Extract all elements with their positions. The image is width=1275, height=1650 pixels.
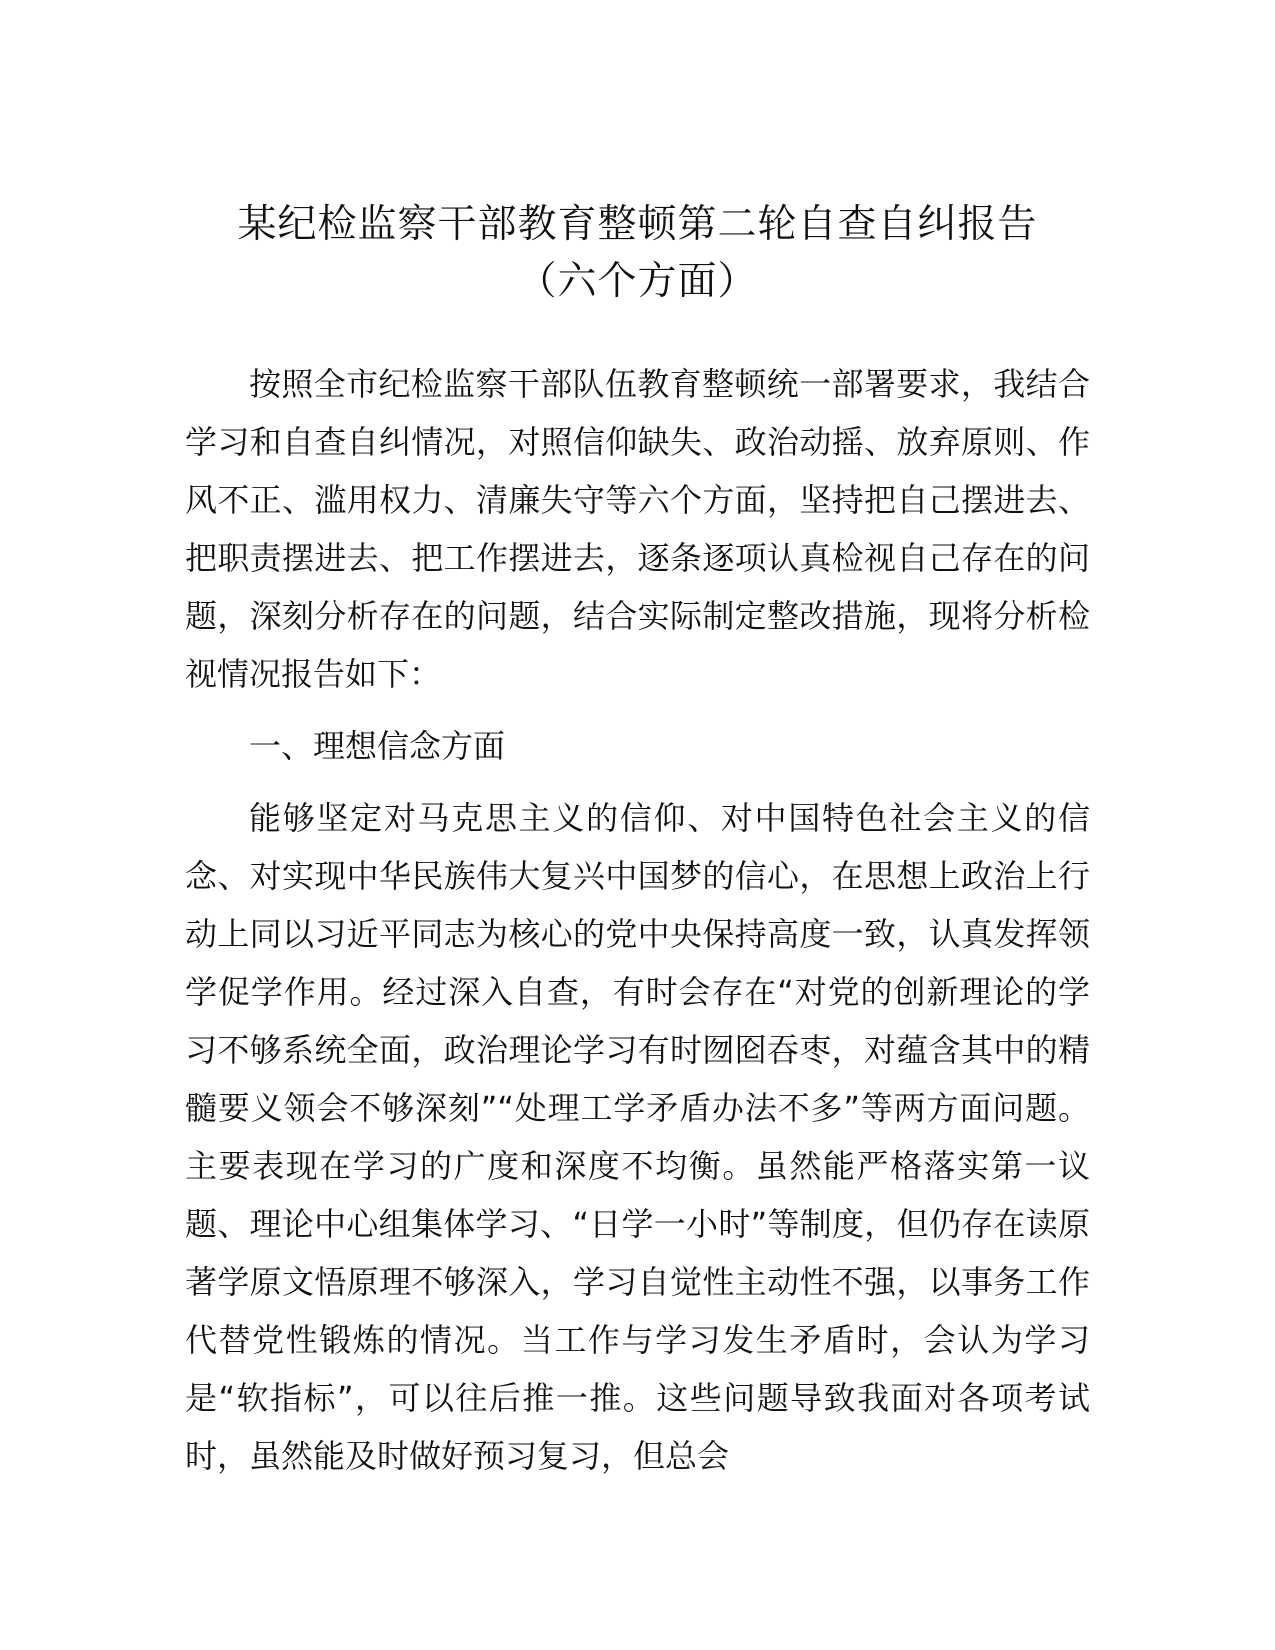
intro-paragraph: 按照全市纪检监察干部队伍教育整顿统一部署要求，我结合学习和自查自纠情况，对照信仰缺失、政治动摇、放弃原则、作风不正、滥用权力、清廉失守等六个方面，坚持把自己摆进去、把职责摆进去、把工作摆进去，逐条逐项认真检视自己存在的问题，深刻分析存在的问题，结合实际制定整改措施，现将分析检视情况报告如下： — [185, 365, 1090, 693]
section-heading-ideals: 一、理想信念方面 — [249, 727, 506, 765]
document-body — [185, 355, 1090, 1485]
title-line-main: 某纪检监察干部教育整顿第二轮自查自纠报告 — [237, 202, 1038, 247]
title-line-subtitle: （六个方面） — [517, 259, 758, 304]
section-paragraph-ideals: 能够坚定对马克思主义的信仰、对中国特色社会主义的信念、对实现中华民族伟大复兴中国梦的信心，在思想上政治上行动上同以习近平同志为核心的党中央保持高度一致，认真发挥领学促学作用。经过深入自查，有时会存在“对党的创新理论的学习不够系统全面，政治理论学习有时囫囵吞枣，对蕴含其中的精髓要义领会不够深刻”“处理工学矛盾办法不多”等两方面问题。主要表现在学习的广度和深度不均衡。虽然能严格落实第一议题、理论中心组集体学习、“日学一小时”等制度，但仍存在读原著学原文悟原理不够深入，学习自觉性主动性不强，以事务工作代替党性锻炼的情况。当工作与学习发生矛盾时，会认为学习是“软指标”，可以往后推一推。这些问题导致我面对各项考试时，虽然能及时做好预习复习，但总会 — [185, 799, 1090, 1475]
document-title — [160, 196, 1115, 310]
